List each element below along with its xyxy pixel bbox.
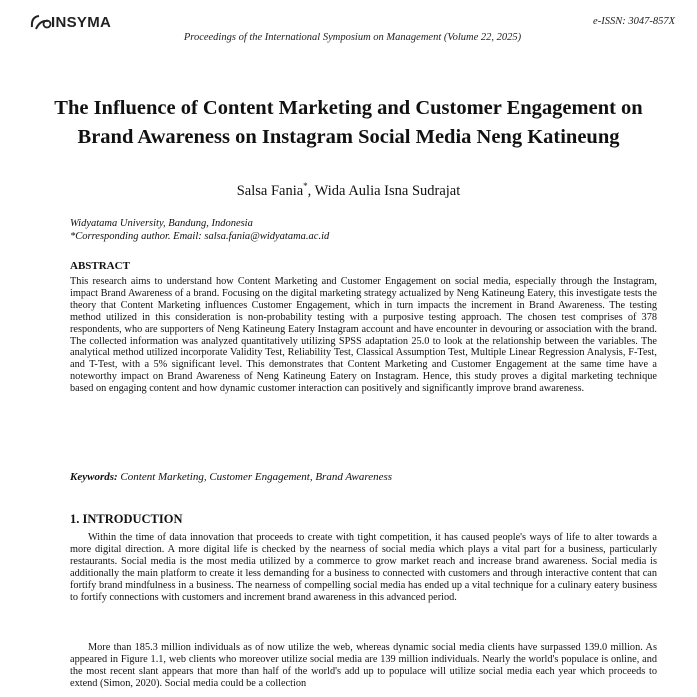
affiliation: Widyatama University, Bandung, Indonesia	[70, 218, 253, 229]
keywords	[70, 471, 392, 483]
issn: e-ISSN: 3047-857X	[593, 16, 675, 27]
logo-text: INSYMA	[51, 13, 112, 31]
author-1: Salsa Fania	[236, 182, 304, 199]
abstract-text: This research aims to understand how Content Marketing and Customer Engagement on social media, especially through the Instagram, impact Brand Awareness of a brand. Focusing on the digital marketing strategy actualized by Neng Katineung Eatery, this investigate tests the theory that Content Marketing influences Customer Engagement, which in turn impacts the increment in Brand Awareness. The testing method utilized in this consideration is non-probability testing with a purposive testing approach. The chosen test comprises of 378 respondents, who are supporters of Neng Katineung Eatery Instagram account and have encounter in devouring or association with the brand. The collected information was analyzed quantitatively utilizing SPSS adaptation 25.0 to look at the relationship between the variables. The analytical method utilized incorporate Validity Test, Reliability Test, Classical Assumption Test, Multiple Linear Regression Analysis, F-Test, and T-Test, with a 5% significant level. This demonstrates that Content Marketing and Customer Engagement at the same time have a noteworthy impact on Brand Awareness of Neng Katineung Eatery on Instagram. Hence, this study proves a digital marketing technique based on engaging content and how dynamic customer interaction can positively and significantly improve brand awareness.	[70, 276, 657, 395]
insyma-logo-icon	[30, 12, 52, 32]
introduction-paragraph-1: Within the time of data innovation that proceeds to create with tight competition, it has caused people's ways of life to alter towards a more digital direction. A more digital life is checked by the nearness of social media which plays a vital part for a business, particularly restaurants. Social media is the most media utilized by a commerce to grow market reach and increase brand awareness. Social media is additionally the main platform to create it less demanding for a business to connected with customers and through interactive content that can fortify brand mindfulness in a business. The nearness of compelling social media has ended up a vital technique for a culinary eatery business to fortify connections with customers and increment brand awareness in this advanced period.	[70, 532, 657, 604]
affiliation-block	[70, 218, 329, 243]
introduction-heading: 1. INTRODUCTION	[70, 512, 183, 526]
introduction-paragraph-2: More than 185.3 million individuals as of now utilize the web, whereas dynamic social media clients have surpassed 139.0 million. As appeared in Figure 1.1, web clients who moreover utilize social media are 139 million individuals. Nearly the world's populace is online, and the most recent slant appears that more than half of the world's add up to populace will utilize social media each year which proceeds to extend (Simon, 2020). Social media could be a collection	[70, 642, 657, 690]
author-separator: ,	[307, 182, 315, 199]
corresponding-author: *Corresponding author. Email: salsa.fania@widyatama.ac.id	[70, 230, 330, 242]
insyma-logo	[30, 12, 111, 32]
author-2: Wida Aulia Isna Sudrajat	[314, 182, 461, 199]
keywords-label: Keywords:	[70, 471, 118, 483]
keywords-list: Content Marketing, Customer Engagement, Brand Awareness	[120, 471, 393, 483]
proceedings-line: Proceedings of the International Symposium on Management (Volume 22, 2025)	[183, 32, 522, 43]
corresponding-mark: *	[303, 181, 308, 191]
paper-title: The Influence of Content Marketing and Customer Engagement on Brand Awareness on Instagram Social Media Neng Katineung	[54, 97, 643, 148]
authors	[0, 181, 697, 200]
abstract-heading: ABSTRACT	[70, 260, 130, 272]
page-header	[30, 10, 675, 50]
